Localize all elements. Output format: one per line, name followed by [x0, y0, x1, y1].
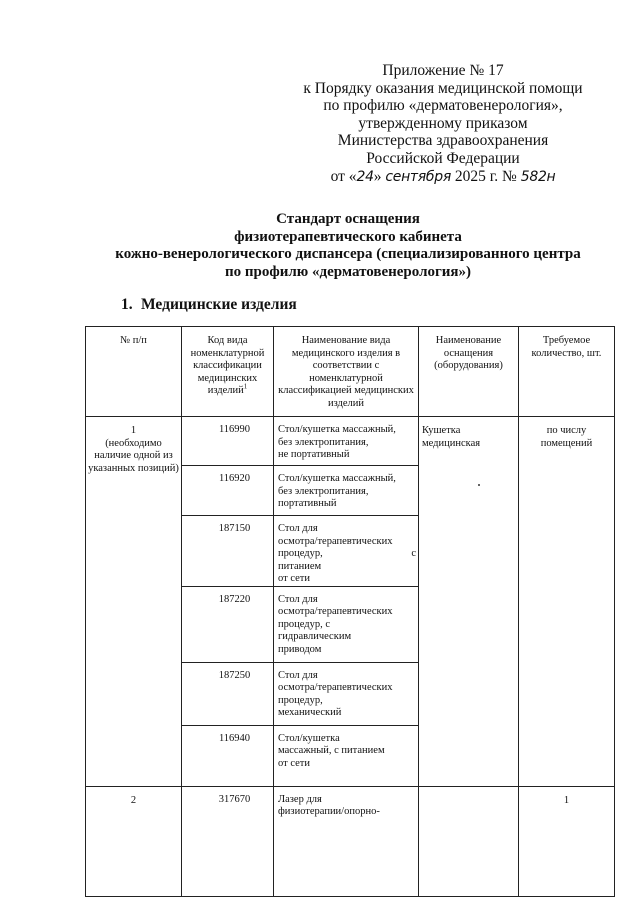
appendix-ref-line: Министерства здравоохранения — [337, 132, 549, 150]
quantity-cell: 1 — [519, 786, 615, 896]
code-cell: 116940 — [182, 725, 274, 786]
appendix-ref-line: утвержденному приказом — [358, 114, 528, 132]
item-name-cell: Стол/кушетка массажный, без электропитания, портативный — [274, 466, 419, 516]
row-number-cell: 1 (необходимо наличие одной из указанных позиций) — [86, 417, 182, 787]
code-cell: 116920 — [182, 466, 274, 516]
item-name-cell: Стол для осмотра/терапевтических процедур, механический — [274, 662, 419, 725]
row-note: (необходимо наличие одной из указанных позиций) — [88, 437, 179, 474]
document-title: Стандарт оснащения физиотерапевтического кабинета кожно-венерологического диспансера (специализированного центра по профилю «дерматовенерология») — [115, 211, 581, 280]
appendix-ref-line: по профилю «дерматовенерология», — [323, 97, 563, 115]
col-header-name: Наименование вида медицинского изделия в соответствии с номенклатурной классификацией медицинских изделий — [274, 327, 419, 417]
table-row — [86, 417, 615, 466]
scan-speck — [478, 484, 480, 486]
section-title: Медицинские изделия — [141, 296, 297, 313]
handwritten-month: сентября — [385, 168, 451, 185]
handwritten-day: 24 — [356, 168, 374, 185]
item-name-cell: Стол для осмотра/терапевтических процедур, с питанием от сети — [274, 516, 419, 587]
section-heading — [121, 296, 297, 314]
code-cell: 116990 — [182, 417, 274, 466]
row-number-cell: 2 — [86, 786, 182, 896]
handwritten-order-number: 582н — [520, 168, 556, 185]
equipment-table — [85, 326, 615, 897]
footnote-marker: 1 — [243, 382, 248, 391]
item-name-cell: Лазер для физиотерапии/опорно- — [274, 786, 419, 896]
code-cell: 187150 — [182, 516, 274, 587]
equipment-cell: Кушетка медицинская — [419, 417, 519, 787]
col-header-qty: Требуемое количество, шт. — [519, 327, 615, 417]
item-name-cell: Стол для осмотра/терапевтических процедур, с гидравлическим приводом — [274, 586, 419, 662]
code-cell: 187250 — [182, 662, 274, 725]
code-cell: 317670 — [182, 786, 274, 896]
item-name-cell: Стол/кушетка массажный, без электропитания, не портативный — [274, 417, 419, 466]
item-name-cell: Стол/кушетка массажный, с питанием от сети — [274, 725, 419, 786]
order-date-line: от «24» сентября 2025 г. № 582н — [330, 167, 556, 185]
appendix-ref-line: Российской Федерации — [366, 149, 520, 167]
equipment-cell — [419, 786, 519, 896]
appendix-ref-line: к Порядку оказания медицинской помощи — [303, 79, 583, 97]
quantity-cell: по числу помещений — [519, 417, 615, 787]
col-header-num: № п/п — [86, 327, 182, 417]
table-header-row — [86, 327, 615, 417]
appendix-number: Приложение № 17 — [382, 62, 504, 79]
col-header-equipment: Наименование оснащения (оборудования) — [419, 327, 519, 417]
appendix-header — [300, 62, 586, 186]
code-cell: 187220 — [182, 586, 274, 662]
section-number: 1. — [121, 296, 133, 313]
table-row — [86, 786, 615, 896]
col-header-code: Код вида номенклатурной классификации медицинских изделий$^1$ — [182, 327, 274, 417]
